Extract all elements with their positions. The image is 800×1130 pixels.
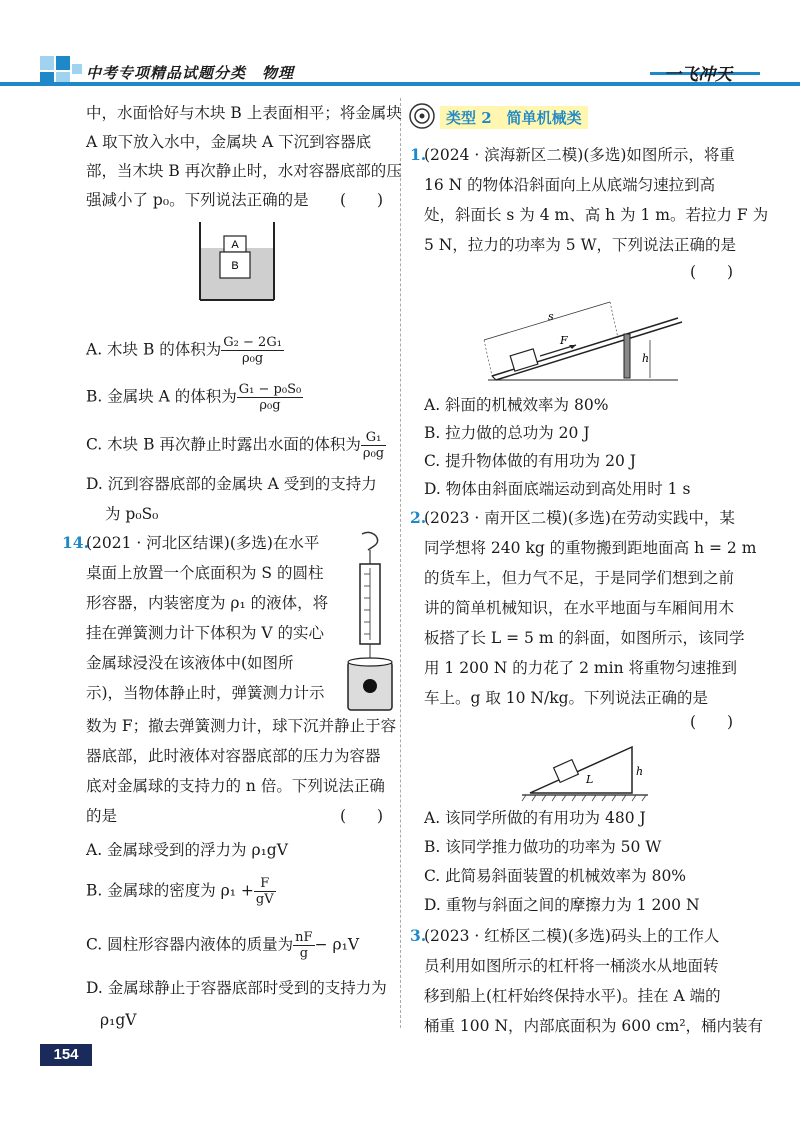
q14-option-d-line2: ρ₁gV (100, 1011, 137, 1029)
r-q1-line-1: (2024 · 滨海新区二模)(多选)如图所示，将重 (424, 146, 735, 164)
label-a: A (231, 239, 239, 251)
r-q2-line-3: 的货车上，但力气不足，于是同学们想到之前 (424, 569, 735, 587)
q13-option-d-line2: 为 p₀S₀ (105, 505, 159, 523)
r-q2-number: 2. (410, 508, 427, 527)
r-q2-answer-paren: ( ) (690, 713, 734, 731)
r-q2-figure-incline (520, 735, 660, 805)
q13-option-b: B. 金属块 A 的体积为 $\frac{\text{G₁ − p₀S₀}}{\text{ρ₀g}}$ (86, 382, 302, 413)
q14-line-3: 形容器，内装密度为 ρ₁ 的液体，将 (86, 594, 329, 612)
q14-line-4: 挂在弹簧测力计下体积为 V 的实心 (86, 624, 325, 642)
q13-figure-container (196, 222, 278, 304)
r-q3-line-3: 移到船上(杠杆始终保持水平)。挂在 A 端的 (424, 987, 721, 1005)
r-q2-line-4: 讲的简单机械知识，在水平地面与车厢间用木 (424, 599, 735, 617)
r-q1-line-3: 处，斜面长 s 为 4 m、高 h 为 1 m。若拉力 F 为 (424, 206, 769, 224)
label-h: h (642, 352, 650, 365)
section-type-label: 类型 2 简单机械类 (440, 106, 588, 129)
r-q2-line-7: 车上。g 取 10 N/kg。下列说法正确的是 (424, 689, 709, 707)
label-h2: h (636, 765, 644, 778)
intro-line-2: A 取下放入水中，金属块 A 下沉到容器底 (86, 133, 372, 151)
r-q2-line-1: (2023 · 南开区二模)(多选)在劳动实践中，某 (424, 509, 735, 527)
r-q3-line-1: (2023 · 红桥区二模)(多选)码头上的工作人 (424, 927, 720, 945)
r-q3-line-4: 桶重 100 N，内部底面积为 600 cm²，桶内装有 (424, 1017, 764, 1035)
r-q1-option-d: D. 物体由斜面底端运动到高处用时 1 s (424, 480, 691, 498)
q14-line-10: 的是 (86, 807, 118, 825)
q13-option-a: A. 木块 B 的体积为 $\frac{\text{G₂ − 2G₁}}{\text{ρ₀g}}$ (86, 335, 282, 366)
r-q2-option-b: B. 该同学推力做功的功率为 50 W (424, 838, 662, 856)
header-brand-logo: 一飞冲天 (664, 65, 732, 85)
r-q1-option-c: C. 提升物体做的有用功为 20 J (424, 452, 636, 470)
intro-line-3: 部，当木块 B 再次静止时，水对容器底部的压 (86, 162, 402, 180)
column-divider (400, 98, 401, 1028)
r-q1-line-2: 16 N 的物体沿斜面向上从底端匀速拉到高 (424, 176, 716, 194)
header-title: 中考专项精品试题分类 物理 (86, 64, 295, 82)
r-q2-line-5: 板搭了长 L = 5 m 的斜面，如图所示，该同学 (424, 629, 745, 647)
r-q1-line-4: 5 N，拉力的功率为 5 W，下列说法正确的是 (424, 236, 736, 254)
page-number: 154 (40, 1044, 92, 1066)
r-q1-number: 1. (410, 145, 427, 164)
r-q2-option-a: A. 该同学所做的有用功为 480 J (424, 809, 646, 827)
q14-option-c: C. 圆柱形容器内液体的质量为 $\frac{nF}{g}$ − ρ₁V (86, 930, 360, 961)
label-s: s (548, 310, 554, 323)
q14-answer-paren: ( ) (340, 807, 384, 825)
target-icon (408, 102, 436, 130)
q14-figure-spring-scale (340, 530, 400, 715)
r-q1-option-b: B. 拉力做的总功为 20 J (424, 424, 590, 442)
q13-answer-paren: ( ) (340, 191, 384, 209)
r-q1-option-a: A. 斜面的机械效率为 80% (424, 396, 609, 414)
label-l: L (586, 773, 594, 786)
q14-line-8: 器底部，此时液体对容器底部的压力为容器 (86, 747, 381, 765)
q14-option-a: A. 金属球受到的浮力为 ρ₁gV (86, 841, 288, 859)
label-b: B (231, 260, 239, 272)
q14-line-9: 底对金属球的支持力的 n 倍。下列说法正确 (86, 777, 385, 795)
q13-option-d-line1: D. 沉到容器底部的金属块 A 受到的支持力 (86, 475, 377, 493)
r-q2-option-d: D. 重物与斜面之间的摩擦力为 1 200 N (424, 896, 700, 914)
q14-option-d-line1: D. 金属球静止于容器底部时受到的支持力为 (86, 979, 387, 997)
r-q2-option-c: C. 此简易斜面装置的机械效率为 80% (424, 867, 687, 885)
r-q1-answer-paren: ( ) (690, 263, 734, 281)
q14-option-b: B. 金属球的密度为 ρ₁ + $\frac{F}{gV}$ (86, 876, 274, 907)
r-q3-number: 3. (410, 926, 427, 945)
intro-line-1: 中，水面恰好与木块 B 上表面相平；将金属块 (86, 104, 402, 122)
r-q2-line-6: 用 1 200 N 的力花了 2 min 将重物匀速推到 (424, 659, 737, 677)
r-q3-line-2: 员利用如图所示的杠杆将一桶淡水从地面转 (424, 957, 719, 975)
q14-line-7: 数为 F；撤去弹簧测力计，球下沉并静止于容 (86, 717, 397, 735)
q14-line-5: 金属球浸没在该液体中(如图所 (86, 654, 294, 672)
q13-option-c: C. 木块 B 再次静止时露出水面的体积为 $\frac{\text{G₁}}{\text{ρ₀g}}$ (86, 430, 385, 461)
q14-line-1: (2021 · 河北区结课)(多选)在水平 (86, 534, 320, 552)
r-q2-line-2: 同学想将 240 kg 的重物搬到距地面高 h = 2 m (424, 539, 757, 557)
label-f: F (560, 334, 568, 347)
intro-line-4: 强减小了 p₀。下列说法正确的是 (86, 191, 309, 209)
r-q1-figure-incline (478, 290, 698, 385)
q14-line-2: 桌面上放置一个底面积为 S 的圆柱 (86, 564, 324, 582)
q14-number: 14. (62, 533, 89, 552)
q14-line-6: 示)，当物体静止时，弹簧测力计示 (86, 684, 325, 702)
